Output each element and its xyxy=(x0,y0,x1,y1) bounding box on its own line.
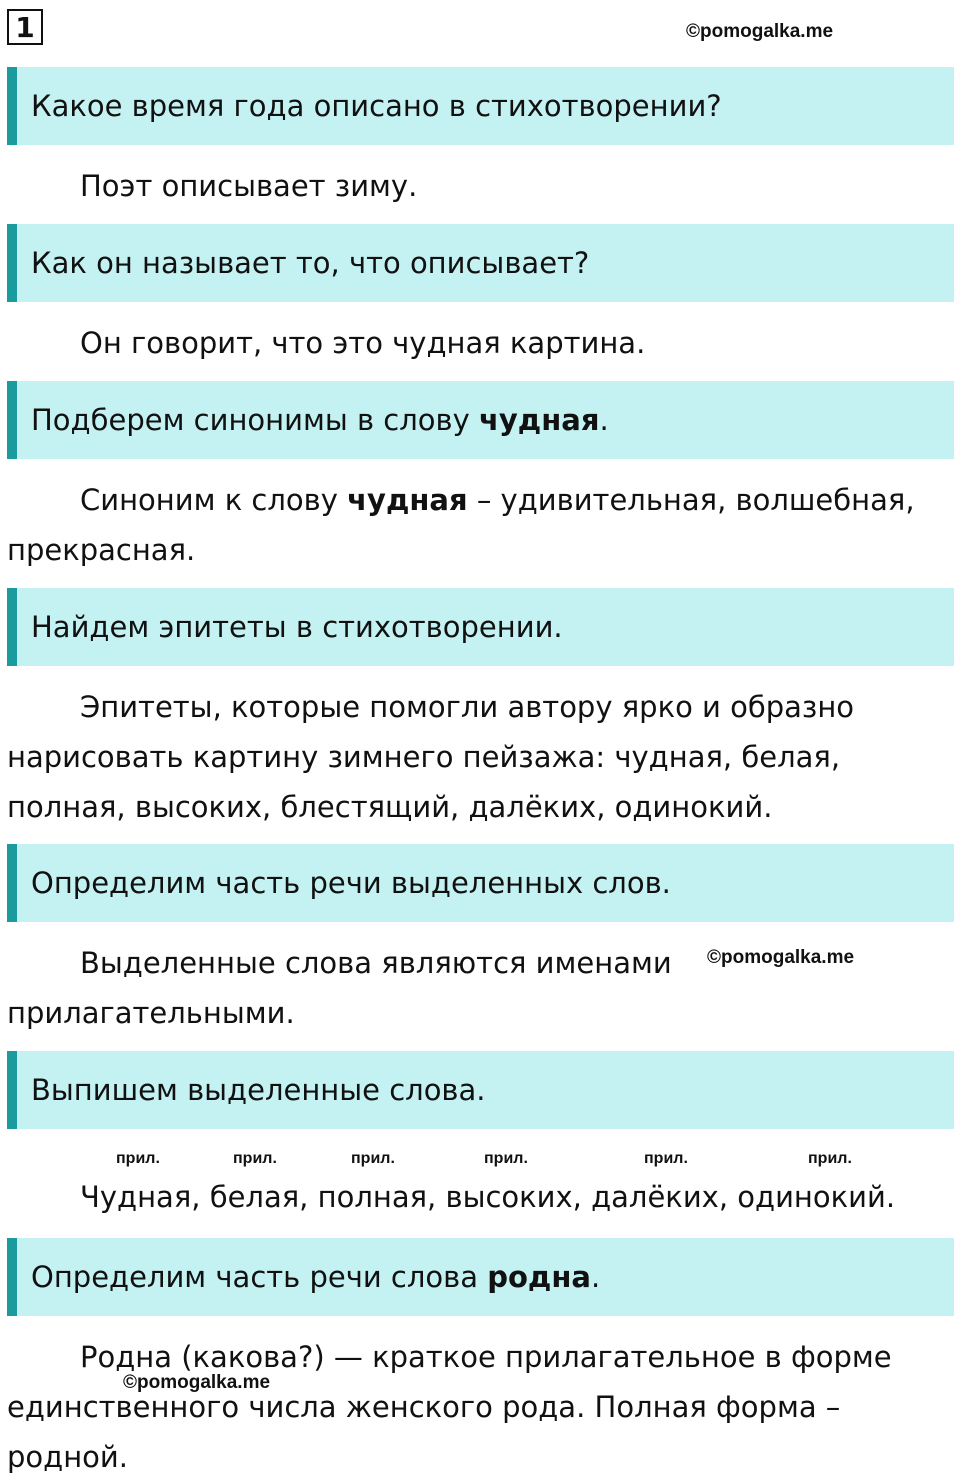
question-1 xyxy=(7,67,954,145)
question-6 xyxy=(7,1051,954,1129)
question-7-bold-word: родна xyxy=(487,1260,591,1294)
answer-3-bold-word: чудная xyxy=(347,483,468,517)
question-4 xyxy=(7,588,954,666)
watermark-middle: ©pomogalka.me xyxy=(707,947,855,968)
watermark-bottom: ©pomogalka.me xyxy=(123,1372,271,1393)
answer-4: Эпитеты, которые помогли автору ярко и образно нарисовать картину зимнего пейзажа: чудная, белая, полная, высоких, блестящий, далёких, одинокий. xyxy=(7,690,855,824)
pos-tag: прил. xyxy=(351,1150,395,1167)
task-number: 1 xyxy=(7,9,43,45)
question-2 xyxy=(7,224,954,302)
question-1-text: Какое время года описано в стихотворении? xyxy=(31,89,722,123)
watermark-top: ©pomogalka.me xyxy=(686,21,834,42)
answer-7: Родна (какова?) — краткое прилагательное в форме единственного числа женского рода. Полная форма – родной. xyxy=(7,1340,892,1474)
question-5 xyxy=(7,844,954,922)
question-7 xyxy=(7,1238,954,1316)
question-7-end: . xyxy=(590,1260,601,1294)
question-2-text: Как он называет то, что описывает? xyxy=(31,246,590,280)
answer-1: Поэт описывает зиму. xyxy=(80,169,418,203)
answer-6: Чудная, белая, полная, высоких, далёких, одинокий. xyxy=(80,1180,896,1214)
question-3-text: Подберем синонимы в слову xyxy=(31,403,479,437)
answer-5: Выделенные слова являются именами прилагательными. xyxy=(7,946,672,1030)
question-3-end: . xyxy=(599,403,609,437)
question-6-text: Выпишем выделенные слова. xyxy=(31,1073,486,1107)
question-7-text: Определим часть речи слова xyxy=(31,1260,488,1294)
answer-3 xyxy=(7,475,952,575)
pos-tag: прил. xyxy=(644,1150,688,1167)
answer-2: Он говорит, что это чудная картина. xyxy=(80,326,646,360)
question-3-bold-word: чудная xyxy=(478,403,600,437)
pos-tag: прил. xyxy=(484,1150,528,1167)
pos-tag: прил. xyxy=(233,1150,277,1167)
pos-tag: прил. xyxy=(116,1150,160,1167)
question-5-text: Определим часть речи выделенных слов. xyxy=(31,866,671,900)
question-4-text: Найдем эпитеты в стихотворении. xyxy=(31,610,563,644)
answer-3-pre: Синоним к слову xyxy=(80,483,348,517)
answer-3-post: – удивительная, волшебная, прекрасная. xyxy=(7,483,915,567)
question-3 xyxy=(7,381,954,459)
pos-tag: прил. xyxy=(808,1150,852,1167)
